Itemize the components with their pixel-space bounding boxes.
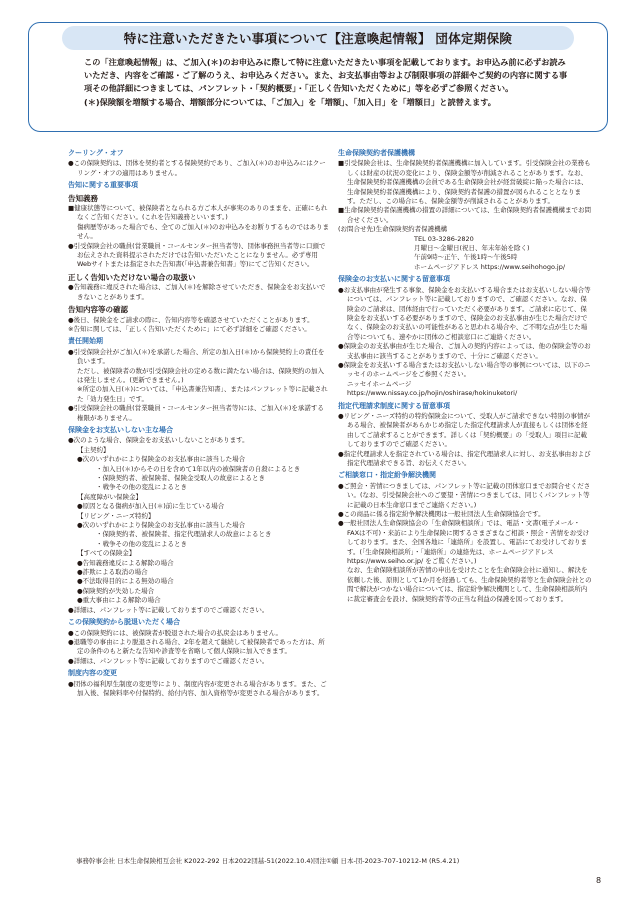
bullet-item: ● 次のいずれかにより保険金のお支払事由に該当した場合 bbox=[68, 521, 330, 530]
bullet-item: ● 不法取得目的による無効の場合 bbox=[68, 577, 330, 586]
bullet-item: ● 詳細は、パンフレット等に記載しておりますのでご確認ください。 bbox=[68, 657, 330, 666]
contact-line: ホームページアドレス https://www.seihohogo.jp/ bbox=[414, 262, 566, 271]
footer-code: 事務幹事会社 日本生命保険相互会社 K2022-292 日本2022団基-51(2022.10.4)団注①顧 日本-団-2023-707-10212-M (R5.4.21) bbox=[76, 857, 460, 865]
indented-text: 傷病歴等があった場合でも、全てのご加入(＊)のお申込みをお断りするものではありません。 bbox=[77, 222, 330, 241]
subsection-heading: 告知内容等の確認 bbox=[68, 305, 128, 315]
section-heading: 責任開始期 bbox=[68, 337, 103, 346]
section-heading: 指定代理請求制度に関する留意事項 bbox=[338, 401, 450, 410]
bullet-item: ● 引受保険会社の職員(営業職員・コールセンター担当者等)、団体事務担当者等に口頭でお伝えされた資料提示されただけでは告知いただいたことになりません。必ず専用Webサイトまたは指定された告知書(「申込書兼告知書」等)にてご告知ください。 bbox=[68, 242, 330, 270]
indented-text: ※所定の加入日(＊)については、「申込書兼告知書」、またはパンフレット等に記載された「効力発生日」です。 bbox=[77, 385, 328, 403]
indented-text: 【高度障がい保険金】 bbox=[77, 492, 142, 501]
right-column bbox=[338, 146, 592, 604]
bullet-item: ● この保険契約には、被保険者が脱退された場合の払戻金はありません。 bbox=[68, 629, 330, 638]
section-heading: 生命保険契約者保護機構 bbox=[338, 149, 415, 157]
indented-text: なお、生命保険相談所が苦情の申出を受けたことを生命保険会社に通知し、解決を依頼した後、原則として1か月を経過しても、生命保険契約者等と生命保険会社との間で解決がつかない場合については、指定紛争解決機関として、生命保険相談所内に裁定審査会を設け、保険契約者等の正当な利益の保護を図っております。 bbox=[347, 566, 592, 603]
bullet-item: ● 引受保険会社がご加入(＊)を承諾した場合、所定の加入日(＊)から保険契約上の責任を負います。 bbox=[68, 348, 330, 367]
indented-text: 【主契約】 bbox=[77, 445, 110, 454]
section-heading: ご相談窓口・指定紛争解決機関 bbox=[338, 471, 436, 480]
subsection-heading: 正しく告知いただけない場合の取扱い bbox=[68, 272, 196, 282]
bullet-item: ● ご照会・苦情につきましては、パンフレット等に記載の団体窓口までお問合せください。(なお、引受保険会社へのご要望・苦情につきましては、同じくパンフレット等に記載の日本生命窓口までご連絡ください。) bbox=[338, 482, 592, 510]
bullet-item: ● 指定代理請求人を指定されている場合は、指定代理請求人に対し、お支払事由および指定代理請求できる旨、お伝えください。 bbox=[338, 450, 592, 469]
bullet-item: ● 一般社団法人生命保険協会の「生命保険相談所」では、電話・文書(電子メール・FAXは不可)・来訪により生命保険に関するさまざまなご相談・照会・苦情をお受けしております。また、全国各地に「連絡所」を設置し、電話にてお受けしております。(「生命保険相談所」・「連絡所」の連絡先は、ホームページアドレス https://www.seiho.or.jp/ をご覧ください。) bbox=[338, 519, 592, 566]
bullet-item: ● 次のような場合、保険金をお支払いしないことがあります。 bbox=[68, 436, 330, 445]
indented-text: 【すべての保険金】 bbox=[77, 549, 136, 558]
left-column bbox=[68, 146, 330, 698]
bullet-item: ● 重大事由による解除の場合 bbox=[68, 596, 330, 605]
sub-list-item: ・保険契約者、被保険者、保険金受取人の故意によるとき bbox=[96, 474, 265, 482]
bullet-item: ● 後日、保険金をご請求の際に、告知内容等を確認させていただくことがあります。 bbox=[68, 316, 330, 325]
indented-text: 【リビング・ニーズ特約】 bbox=[77, 511, 155, 520]
square-bullet-item: ■ 引受保険会社は、生命保険契約者保護機構に加入しています。引受保険会社の業務もしくは財産の状況の変化により、保険金額等が削減されることがあります。なお、生命保険契約者保護機構の会員である生命保険会社が経営破綻に陥った場合には、生命保険契約者保護機構により、保険契約者保護の措置が図られることとなります。ただし、この場合にも、保険金額等が削減されることがあります。 bbox=[338, 159, 592, 206]
note-text: ※告知に関しては、「正しく告知いただくために」にて必ず詳細をご確認ください。 bbox=[68, 324, 311, 333]
sub-list-item: ・戦争その他の変乱によるとき bbox=[96, 539, 187, 548]
bullet-item: ● 保険金のお支払事由が生じた場合、ご加入の契約内容によっては、他の保険金等のお支払事由に該当することがありますので、十分にご確認ください。 bbox=[338, 342, 592, 361]
bullet-item: ● 退職等の事由により脱退される場合、2年を超えて継続して被保険者であった方は、所定の条件のもと新たな告知や診査等を省略して個人保険に加入できます。 bbox=[68, 638, 330, 657]
section-heading: 告知に関する重要事項 bbox=[68, 181, 138, 190]
page-title: 特に注意いただきたい事項について【注意喚起情報】 団体定期保険 bbox=[123, 31, 513, 46]
section-heading: 保険金をお支払いしない主な場合 bbox=[68, 425, 173, 434]
indented-text: ただし、被保険者の数が引受保険会社の定める数に満たない場合は、保険契約の加入は発生しません。(更新できません。) bbox=[77, 366, 324, 384]
bullet-item: ● 保険金をお支払いする場合またはお支払いしない場合等の事例については、以下のニッセイのホームページをご参照ください。 bbox=[338, 361, 592, 380]
intro-note: (＊)保険額を増額する場合、増額部分については、「ご加入」を「増額」、「加入日」を「増額日」と読替えます。 bbox=[84, 96, 496, 107]
section-heading: 制度内容の変更 bbox=[68, 669, 117, 678]
bullet-item: ● この保険契約は、団体を契約者とする保険契約であり、ご加入(＊)のお申込みにはクーリング・オフの適用はありません。 bbox=[68, 159, 330, 178]
note-text: (お問合せ先)生命保険契約者保護機構 bbox=[338, 225, 448, 234]
intro-text bbox=[84, 56, 572, 109]
section-heading: 保険金のお支払いに関する留意事項 bbox=[338, 275, 450, 284]
page-number: 8 bbox=[596, 876, 602, 885]
sub-list-item: ・保険契約者、被保険者、指定代理請求人の故意によるとき bbox=[96, 530, 272, 539]
bullet-item: ● 告知義務に違反された場合は、ご加入(＊)を解除させていただき、保険金をお支払いできないことがあります。 bbox=[68, 283, 330, 302]
indented-text: ニッセイホームページ bbox=[347, 379, 412, 388]
bullet-item: ● 詐欺による取消の場合 bbox=[68, 568, 330, 577]
sub-list-item: ・加入日(＊)からその日を含めて1年以内の被保険者の自殺によるとき bbox=[96, 464, 301, 473]
bullet-item: ● 告知義務違反による解除の場合 bbox=[68, 559, 330, 568]
bullet-item: ● 詳細は、パンフレット等に記載しておりますのでご確認ください。 bbox=[68, 606, 330, 615]
bullet-item: ● この商品に係る指定紛争解決機関は一般社団法人生命保険協会です。 bbox=[338, 510, 592, 519]
intro-paragraph: この「注意喚起情報」は、ご加入(＊)のお申込みに際して特に注意いただきたい事項を記載しております。お申込み前に必ずお読みいただき、内容をご確認・ご了解のうえ、お申込みください。また、お支払事由等および制限事項の詳細やご契約の内容に関する事項その他詳細につきましては、パンフレット・「契約概要」・「正しく告知いただくために」等を必ずご参照ください。 bbox=[84, 57, 568, 94]
bullet-item: ● 原因となる傷病が加入日(＊)前に生じている場合 bbox=[68, 502, 330, 511]
section-heading: この保険契約から脱退いただく場合 bbox=[68, 618, 180, 627]
indented-text: https://www.nissay.co.jp/hojin/oshirase/hokinuketori/ bbox=[347, 389, 518, 398]
contact-line: TEL 03-3286-2820 bbox=[414, 234, 474, 243]
square-bullet-item: ■ 生命保険契約者保護機構の措置の詳細については、生命保険契約者保護機構までお問合せください。 bbox=[338, 206, 592, 225]
title-bar bbox=[62, 26, 574, 50]
bullet-item: ● 団体の福利厚生制度の変更等により、制度内容が変更される場合があります。また、ご加入後、保険料率や付保特約、給付内容、加入資格等が変更される場合があります。 bbox=[68, 680, 330, 699]
bullet-item: ● 引受保険会社の職員(営業職員・コールセンター担当者等)には、ご加入(＊)を承諾する権限がありません。 bbox=[68, 404, 330, 423]
bullet-item: ● 保険契約が失効した場合 bbox=[68, 587, 330, 596]
bullet-item: ● お支払事由が発生する事象、保険金をお支払いする場合またはお支払いしない場合等については、パンフレット等に記載しておりますので、ご確認ください。なお、保険金のご請求は、団体経由で行っていただく必要があります。ご請求に応じて、保険金をお支払いする必要がありますので、保険金のお支払事由が生じた場合だけでなく、保険金のお支払いの可能性があると思われる場合や、ご不明な点が生じた場合等についても、速やかに団体のご相談窓口にご連絡ください。 bbox=[338, 286, 592, 342]
bullet-item: ● リビング・ニーズ特約の特約保険金について、受取人がご請求できない特別の事情がある場合、被保険者があらかじめ指定した指定代理請求人が直接もしくは団体を経由してご請求することができます。詳しくは「契約概要」の「受取人」項目に記載しておりますのでご確認ください。 bbox=[338, 412, 592, 450]
subsection-heading: 告知義務 bbox=[68, 193, 98, 203]
bullet-item: ● 次のいずれかにより保険金のお支払事由に該当した場合 bbox=[68, 455, 330, 464]
section-heading: クーリング・オフ bbox=[68, 149, 124, 157]
square-bullet-item: ■ 健康状態等について、被保険者となられる方ご本人が事実のありのままを、正確にもれなくご告知ください。(これを告知義務といいます。) bbox=[68, 204, 330, 223]
sub-list-item: ・戦争その他の変乱によるとき bbox=[96, 483, 187, 492]
contact-line: 月曜日～金曜日(祝日、年末年始を除く) bbox=[414, 244, 530, 253]
contact-line: 午前9時～正午、午後1時～午後5時 bbox=[414, 253, 518, 262]
